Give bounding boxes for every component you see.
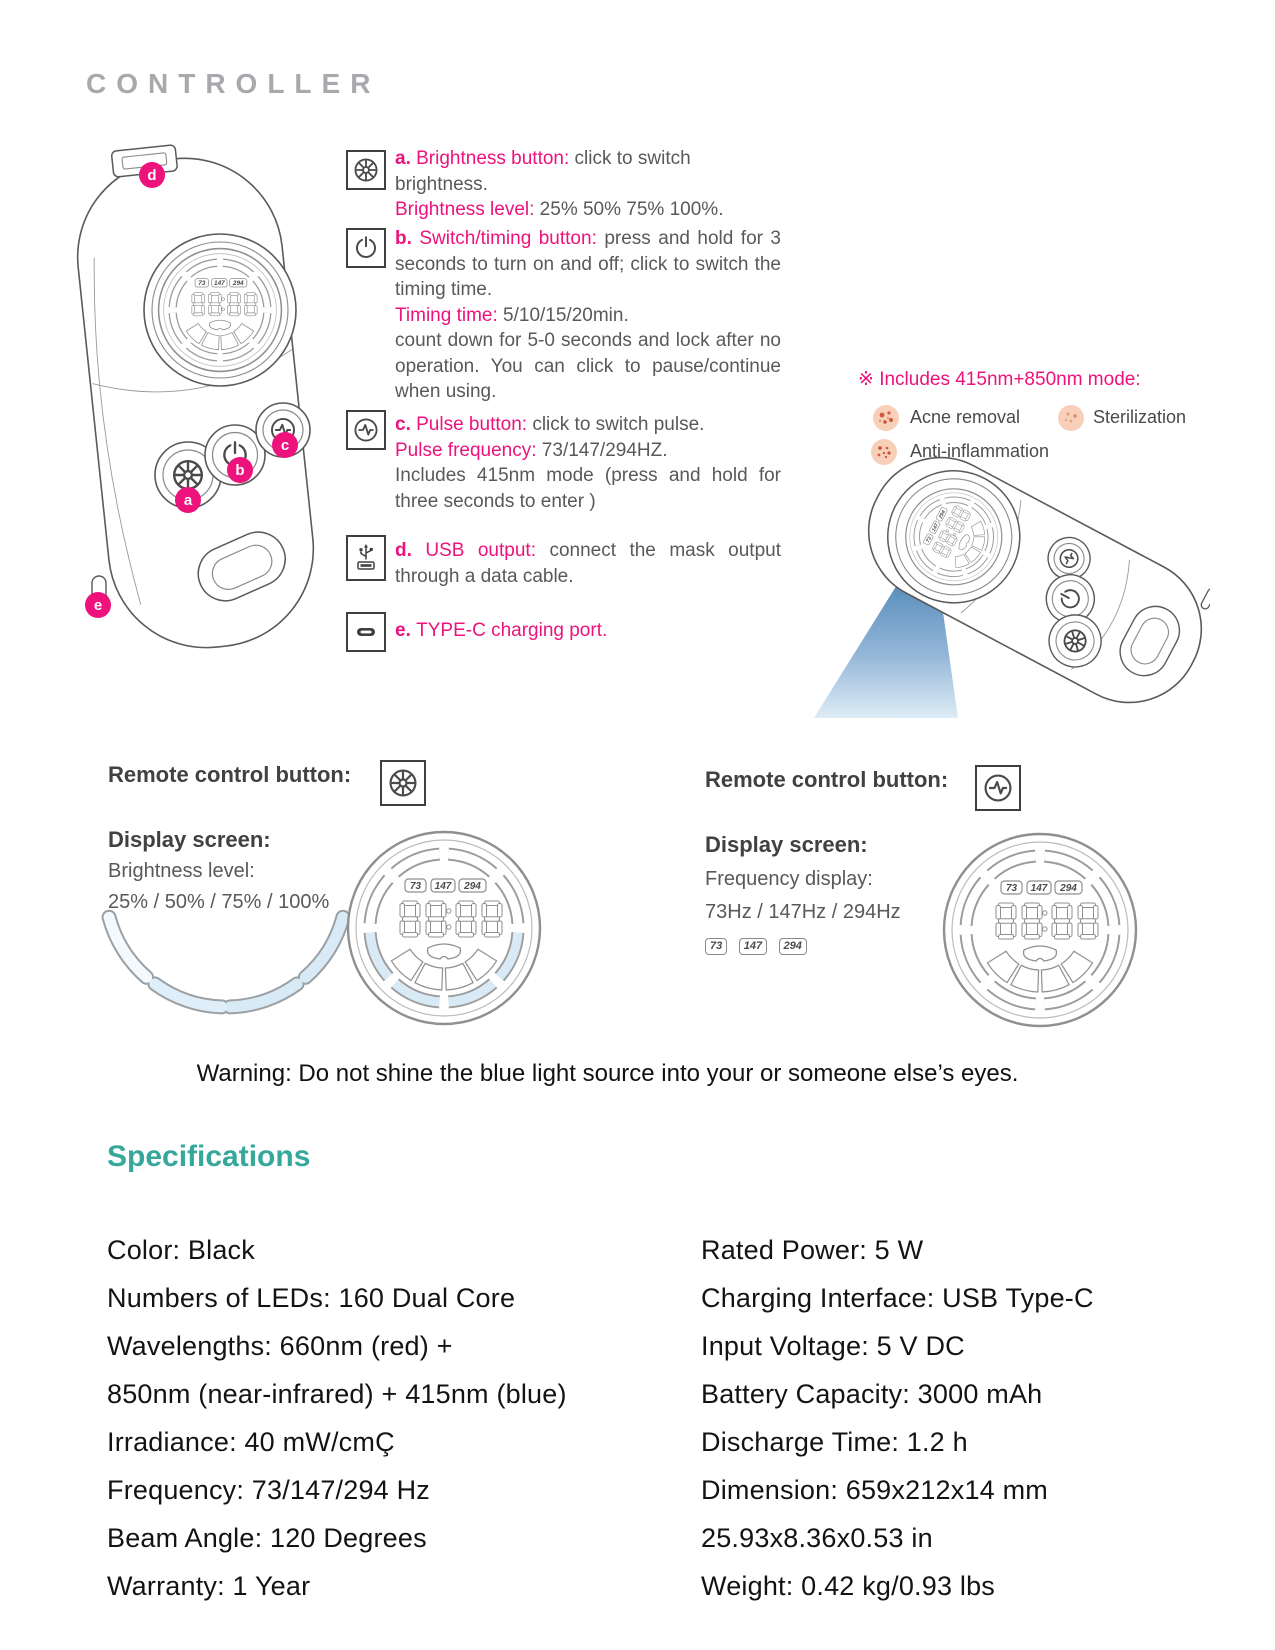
- left-brightness-values: 25% / 50% / 75% / 100%: [108, 891, 330, 913]
- specs-left-column: [107, 1226, 667, 1610]
- type-c-icon: [346, 612, 386, 652]
- brightness-icon: [380, 760, 426, 806]
- badge-73: 73: [705, 938, 727, 955]
- brightness-arcs-illustration: [99, 880, 355, 1015]
- display-screen-frequency-illustration: [940, 830, 1140, 1030]
- spec-color: Color: Black: [107, 1235, 255, 1265]
- specs-right-column: [701, 1226, 1261, 1610]
- spec-beam-angle: Beam Angle: 120 Degrees: [107, 1523, 427, 1553]
- specifications-heading: Specifications: [107, 1140, 311, 1173]
- frequency-display-label: Frequency display:: [705, 868, 873, 890]
- left-brightness-level-label: Brightness level:: [108, 860, 255, 882]
- controller-front-illustration: [48, 128, 338, 663]
- spec-wavelengths-2: 850nm (near-infrared) + 415nm (blue): [107, 1379, 567, 1409]
- feature-a-text: a. Brightness button: click to switch brightness. Brightness level: 25% 50% 75% 100%.: [395, 148, 724, 220]
- acne-removal-icon: [872, 404, 900, 432]
- spec-discharge-time: Discharge Time: 1.2 h: [701, 1427, 968, 1457]
- spec-irradiance: Irradiance: 40 mW/cmÇ: [107, 1427, 395, 1457]
- spec-input-voltage: Input Voltage: 5 V DC: [701, 1331, 965, 1361]
- mode-heading: ※ Includes 415nm+850nm mode:: [858, 369, 1141, 390]
- marker-e: e: [85, 592, 111, 618]
- mode-item-sterilization: Sterilization: [1093, 407, 1187, 427]
- mode-item-anti-inflammation: Anti-inflammation: [910, 441, 1050, 461]
- right-remote-button-label: Remote control button:: [705, 767, 949, 792]
- pulse-icon: [346, 410, 386, 450]
- spec-rated-power: Rated Power: 5 W: [701, 1235, 924, 1265]
- badge-294: 294: [779, 938, 807, 955]
- feature-c-text: c. Pulse button: click to switch pulse. Pulse frequency: 73/147/294HZ. Includes 415nm mode (press and hold for three seconds to enter ): [395, 414, 781, 512]
- marker-b: b: [227, 457, 253, 483]
- controller-beam-illustration: [790, 430, 1210, 720]
- power-icon: [346, 228, 386, 268]
- page-title: CONTROLLER: [86, 68, 381, 99]
- sterilization-icon: [1057, 404, 1085, 432]
- mode-item-acne: Acne removal: [910, 407, 1021, 427]
- feature-d-text: d. USB output: connect the mask output through a data cable.: [395, 540, 781, 587]
- spec-dimension: Dimension: 659x212x14 mm: [701, 1475, 1048, 1505]
- spec-warranty: Warranty: 1 Year: [107, 1571, 311, 1601]
- spec-charging-interface: Charging Interface: USB Type-C: [701, 1283, 1094, 1313]
- badge-147: 147: [739, 938, 767, 955]
- pulse-icon: [975, 765, 1021, 811]
- marker-c: c: [272, 432, 298, 458]
- spec-frequency: Frequency: 73/147/294 Hz: [107, 1475, 430, 1505]
- left-display-time: [0, 0, 1, 1]
- spec-weight: Weight: 0.42 kg/0.93 lbs: [701, 1571, 995, 1601]
- left-remote-button-label: Remote control button:: [108, 762, 352, 787]
- frequency-values: 73Hz / 147Hz / 294Hz: [705, 901, 901, 923]
- brightness-icon: [346, 150, 386, 190]
- right-display-time: [0, 0, 1, 1]
- feature-b-text: b. Switch/timing button: press and hold for 3 seconds to turn on and off; click to switch the timing time. Timing time: 5/10/15/20min. count down for 5-0 seconds and lock after no operation. You can click to pause/continue when using.: [395, 228, 782, 402]
- usb-output-icon: [346, 535, 386, 581]
- spec-battery-capacity: Battery Capacity: 3000 mAh: [701, 1379, 1043, 1409]
- spec-dimension-in: 25.93x8.36x0.53 in: [701, 1523, 933, 1553]
- warning-text: Warning: Do not shine the blue light source into your or someone else’s eyes.: [196, 1060, 1019, 1087]
- left-display-screen-label: Display screen:: [108, 827, 271, 852]
- feature-e-text: e. TYPE-C charging port.: [395, 620, 608, 641]
- frequency-badges: [705, 936, 814, 955]
- right-display-screen-label: Display screen:: [705, 832, 868, 857]
- marker-d: d: [139, 162, 165, 188]
- controller-display: [159, 249, 282, 372]
- marker-a: a: [175, 487, 201, 513]
- spec-leds: Numbers of LEDs: 160 Dual Core: [107, 1283, 516, 1313]
- display-screen-brightness-illustration: [344, 828, 544, 1028]
- spec-wavelengths: Wavelengths: 660nm (red) +: [107, 1331, 453, 1361]
